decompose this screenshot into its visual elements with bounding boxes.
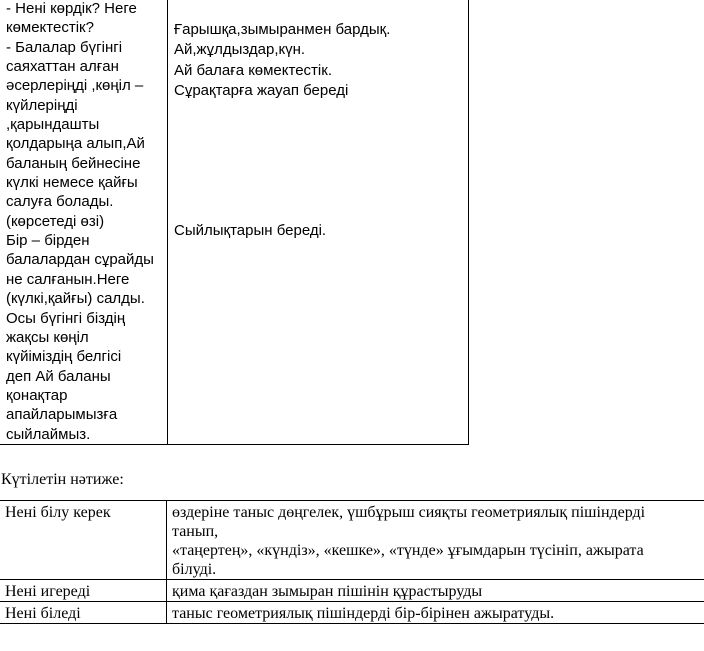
- spacer: [174, 101, 468, 221]
- teacher-actions-cell: [0, 0, 168, 444]
- teacher-action-line: балалардан сұрайды: [6, 251, 154, 269]
- teacher-action-line: Осы бүгінгі біздің: [6, 309, 126, 327]
- row-value-line: қима қағаздан зымыран пішінін құрастыруды: [172, 583, 483, 600]
- teacher-action-line: баланың бейнесіне: [6, 154, 141, 172]
- teacher-action-line: (көрсетеді өзі): [6, 212, 105, 230]
- row-value-line: білуді.: [172, 561, 217, 578]
- teacher-action-line: деп Ай баланы: [6, 367, 111, 385]
- child-action-line: Ай,жұлдыздар,күн.: [174, 41, 306, 59]
- row-value: [167, 580, 704, 602]
- row-label: Нені игереді: [0, 580, 167, 602]
- teacher-action-line: күйлеріңді: [6, 96, 78, 114]
- teacher-action-line: қолдарыңа алып,Ай: [6, 135, 145, 153]
- teacher-action-line: саяхаттан алған: [6, 58, 119, 76]
- teacher-action-line: - Нені көрдік? Неге: [6, 0, 137, 17]
- teacher-action-line: сыйлаймыз.: [6, 425, 91, 443]
- table-row: [0, 580, 704, 602]
- teacher-action-line: - Балалар бүгінгі: [6, 38, 123, 56]
- row-value: [167, 501, 704, 580]
- teacher-action-line: көмектестік?: [6, 19, 94, 37]
- teacher-action-line: не салғанын.Неге: [6, 270, 130, 288]
- expected-result-heading: Күтілетін нәтиже:: [1, 471, 124, 488]
- teacher-action-line: жақсы көңіл: [6, 328, 89, 346]
- child-actions-cell: [168, 0, 469, 444]
- teacher-action-line: (күлкі,қайғы) салды.: [6, 290, 145, 308]
- teacher-action-line: қонақтар: [6, 386, 68, 404]
- row-value: [167, 602, 704, 624]
- teacher-actions-text: [0, 0, 167, 444]
- expected-results-table: [0, 500, 704, 624]
- child-action-line: Ай балаға көмектестік.: [174, 61, 332, 79]
- teacher-action-line: ,қарындашты: [6, 116, 100, 134]
- teacher-action-line: күйіміздің белгісі: [6, 348, 122, 366]
- table-row: [0, 602, 704, 624]
- teacher-action-line: Бір – бірден: [6, 232, 90, 250]
- row-value-line: өздеріне таныс дөңгелек, үшбұрыш сияқты геометриялық пішіндерді: [172, 504, 646, 521]
- teacher-action-line: күлкі немесе қайғы: [6, 174, 138, 192]
- teacher-action-line: апайларымызға: [6, 406, 118, 424]
- activity-table: [0, 0, 469, 445]
- row-label: Нені біледі: [0, 602, 167, 624]
- row-label: Нені білу керек: [0, 501, 167, 580]
- activity-row: [0, 0, 469, 444]
- row-value-line: таныс геометриялық пішіндерді бір-бірінен ажыратуды.: [172, 605, 555, 622]
- table-row: [0, 501, 704, 580]
- teacher-action-line: әсерлеріңді ,көңіл –: [6, 77, 144, 95]
- row-value-line: «таңертең», «күндіз», «кешке», «түнде» ұғымдарын түсініп, ажырата: [172, 542, 644, 559]
- child-action-line: Ғарышқа,зымыранмен бардық.: [174, 21, 391, 38]
- child-action-line: Сыйлықтарын береді.: [174, 222, 327, 240]
- child-actions-text: [168, 0, 468, 241]
- row-value-line: танып,: [172, 523, 219, 540]
- teacher-action-line: салуға болады.: [6, 193, 114, 211]
- child-action-line: Сұрақтарға жауап береді: [174, 81, 349, 99]
